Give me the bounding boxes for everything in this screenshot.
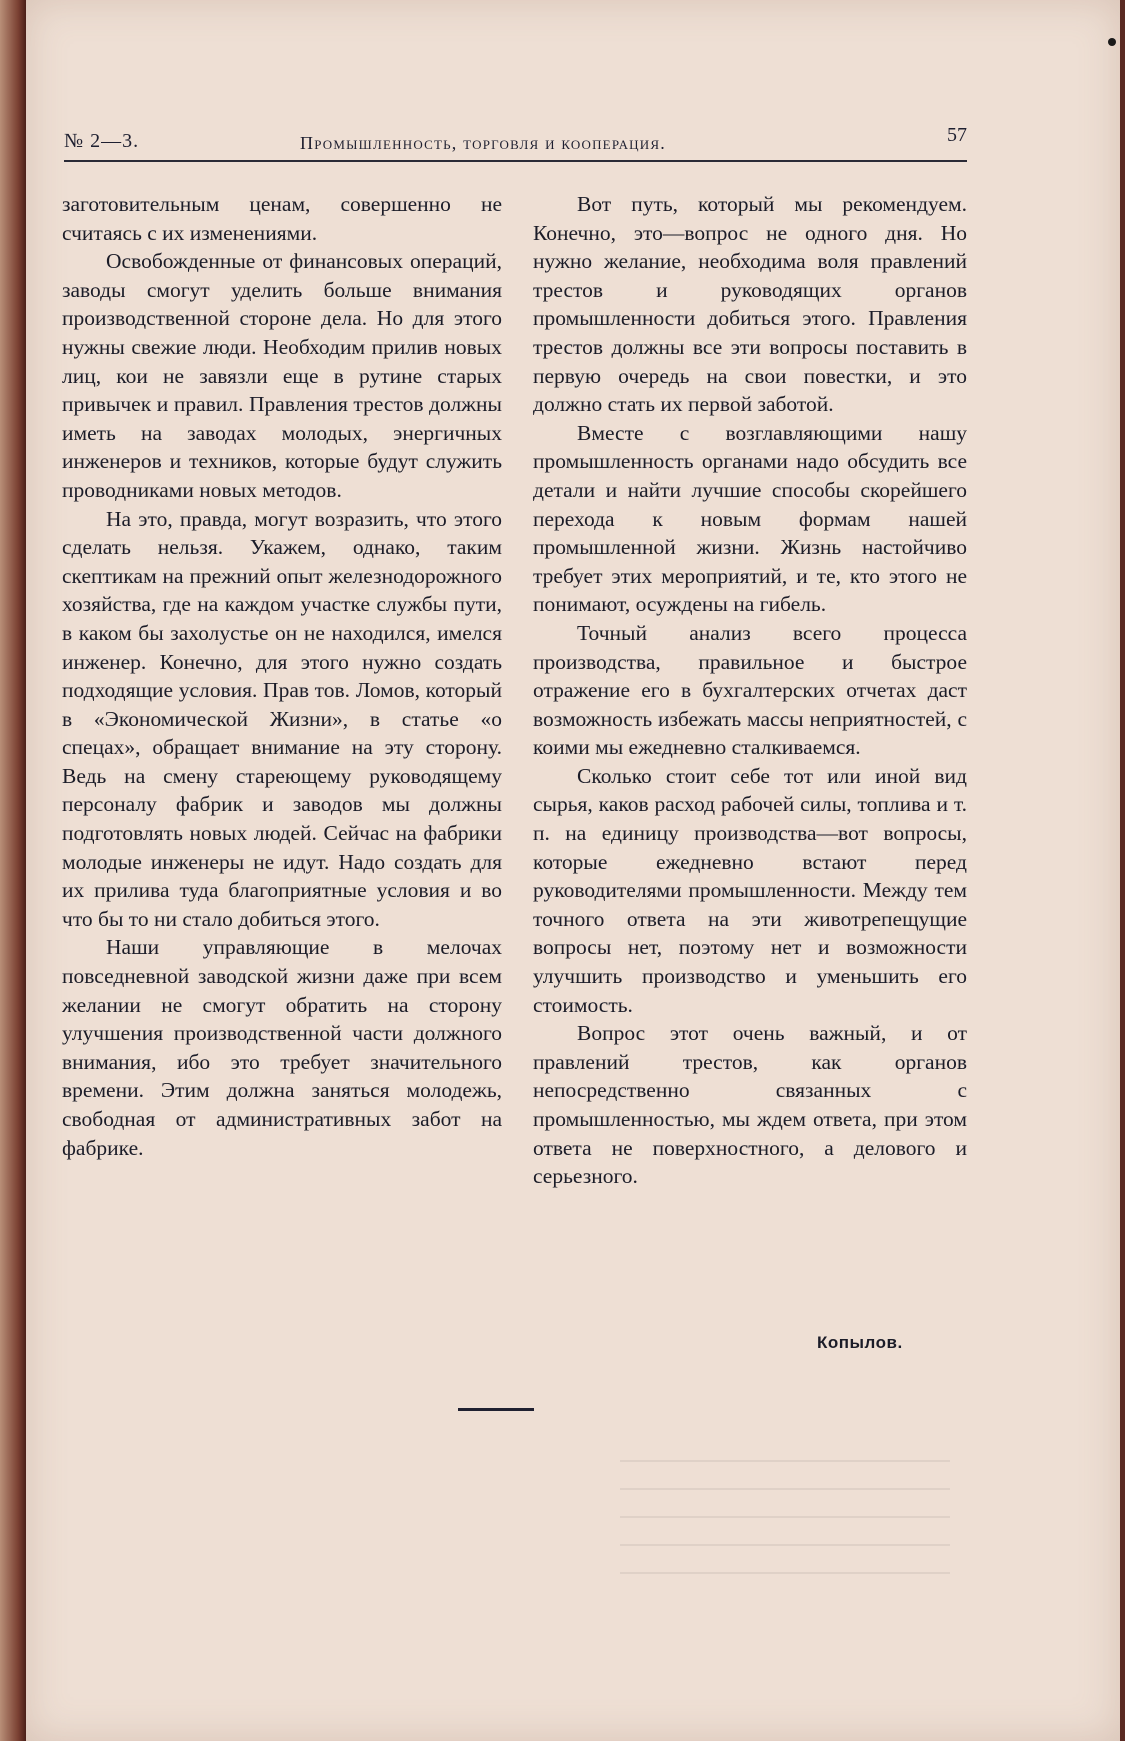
paragraph: заготовительным ценам, совершенно не считаясь с их изменениями. (62, 192, 502, 245)
running-header (64, 120, 967, 162)
journal-title: Промышленность, торговля и кооперация. (300, 133, 666, 153)
issue-number: № 2—3. (64, 130, 140, 152)
bleed-through-text (620, 1460, 950, 1580)
paragraph: Сколько стоит себе тот или иной вид сырья, каков расход рабочей силы, топлива и т. п. на единицу производства—вот вопросы, которые ежедневно встают перед руководителями промышленности. Между тем точного ответа на эти животрепещущие вопросы нет, поэтому нет и возможности улучшить производство и уменьшить его стоимость. (533, 763, 967, 1017)
left-column (62, 190, 502, 1162)
paragraph: На это, правда, могут возразить, что этого сделать нельзя. Укажем, однако, таким скептикам на прежний опыт железнодорожного хозяйства, где на каждом участке службы пути, в каком бы захолустье он не находился, имелся инженер. Конечно, для этого нужно создать подходящие условия. Прав тов. Ломов, который в «Экономической Жизни», в статье «о спецах», обращает внимание на эту сторону. Ведь на смену стареющему руководящему персоналу фабрик и заводов мы должны подготовлять новых людей. Сейчас на фабрики молодые инженеры не идут. Надо создать для их прилива туда благоприятные условия и во что бы то ни стало добиться этого. (62, 506, 502, 931)
ink-dot (1108, 38, 1116, 46)
paragraph: Вопрос этот очень важный, и от правлений трестов, как органов непосредственно связанных с промышленностью, мы ждем ответа, при этом ответа не поверхностного, а делового и серьезного. (533, 1021, 967, 1189)
paragraph: Вместе с возглавляющими нашу промышленность органами надо обсудить все детали и найти лучшие способы скорейшего перехода к новым формам нашей промышленной жизни. Жизнь настойчиво требует этих мероприятий, и те, кто этого не понимают, осуждены на гибель. (533, 420, 967, 617)
paragraph: Освобожденные от финансовых операций, заводы смогут уделить больше внимания производственной стороне дела. Но для этого нужны свежие люди. Необходим прилив новых лиц, кои не завязли еще в рутине старых привычек и правил. Правления трестов должны иметь на заводах молодых, энергичных инженеров и техников, которые будут служить проводниками новых методов. (62, 249, 502, 502)
paragraph: Вот путь, который мы рекомендуем. Конечно, это—вопрос не одного дня. Но нужно желание, необходима воля правлений трестов и руководящих органов промышленности добиться этого. Правления трестов должны все эти вопросы поставить в первую очередь на свои повестки, и это должно стать их первой заботой. (533, 192, 967, 417)
end-of-article-rule (458, 1408, 534, 1411)
author-signature: Копылов. (817, 1333, 903, 1352)
page-number: 57 (947, 124, 967, 146)
right-column (533, 190, 967, 1191)
book-spine-edge (0, 0, 26, 1741)
paragraph: Наши управляющие в мелочах повседневной заводской жизни даже при всем желании не смогут обратить на сторону улучшения производственной части должного внимания, ибо это требует значительного времени. Этим должна заняться молодежь, свободная от административных забот на фабрике. (62, 935, 502, 1160)
paragraph: Точный анализ всего процесса производства, правильное и быстрое отражение его в бухгалтерских отчетах даст возможность избежать массы неприятностей, с коими мы ежедневно сталкиваемся. (533, 620, 967, 760)
